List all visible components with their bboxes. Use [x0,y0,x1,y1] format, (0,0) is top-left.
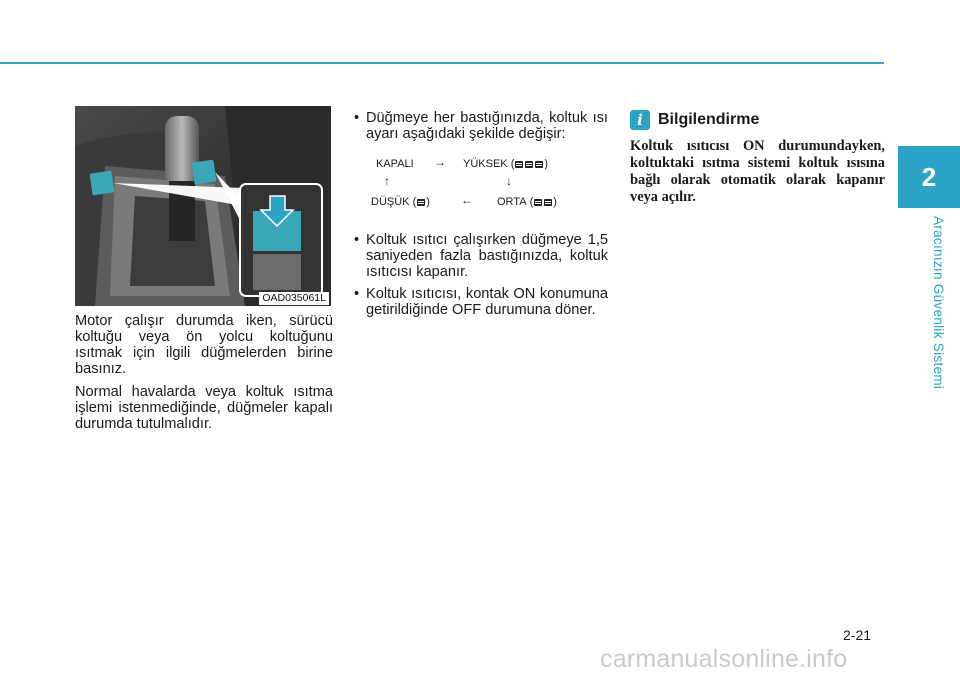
column-2 [354,110,608,318]
figure-code: OAD035061L [259,292,329,305]
arrow-up-icon: ↑ [384,174,390,188]
bullet-item: • Koltuk ısıtıcısı, kontak ON konumuna getirildiğinde OFF durumuna döner. [354,286,608,318]
chapter-number-tab: 2 [898,146,960,208]
bullet-item: • Koltuk ısıtıcı çalışırken düğmeye 1,5 saniyeden fazla bastığınızda, koltuk ısıtıcısı kapanır. [354,232,608,280]
level-medium: ORTA ( ) [497,196,557,208]
console-illustration [75,106,331,306]
heater-lamp-icon [535,161,543,168]
arrow-down-icon: ↓ [506,174,512,188]
info-text: Koltuk ısıtıcısı ON durumundayken, koltuktaki ısıtma sistemi koltuk ısısına bağlı olarak otomatik olarak kapanır veya açılır. [630,138,885,205]
info-icon: i [630,110,650,130]
heater-lamp-icon [525,161,533,168]
arrow-right-icon: → [434,155,446,169]
heater-lamp-icon [544,199,552,206]
top-rule [0,62,884,64]
bullet-item: • Düğmeye her bastığınızda, koltuk ısı ayarı aşağıdaki şekilde değişir: [354,110,608,142]
level-low: DÜŞÜK ( ) [371,196,430,208]
info-title: Bilgilendirme [658,111,760,128]
column-3 [630,110,885,206]
level-high: YÜKSEK ( ) [463,158,549,170]
paragraph: Motor çalışır durumda iken, sürücü koltuğu veya ön yolcu koltuğunu ısıtmak için ilgili düğmelerden birine basınız. [75,313,333,377]
paragraph: Normal havalarda veya koltuk ısıtma işlemi istenmediğinde, düğmeler kapalı durumda tutulmalıdır. [75,384,333,432]
heater-lamp-icon [534,199,542,206]
heater-lamp-icon [417,199,425,206]
heater-lamp-icon [515,161,523,168]
page-number: 2-21 [843,627,872,643]
chapter-title: Aracınızın Güvenlik Sistemi [931,216,946,390]
level-off: KAPALI [376,158,414,170]
arrow-left-icon: ← [461,193,473,207]
watermark: carmanualsonline.info [600,645,848,673]
heat-level-sequence [354,152,608,224]
info-header [630,110,885,130]
seat-heater-photo [75,106,331,306]
column-1 [75,313,333,439]
